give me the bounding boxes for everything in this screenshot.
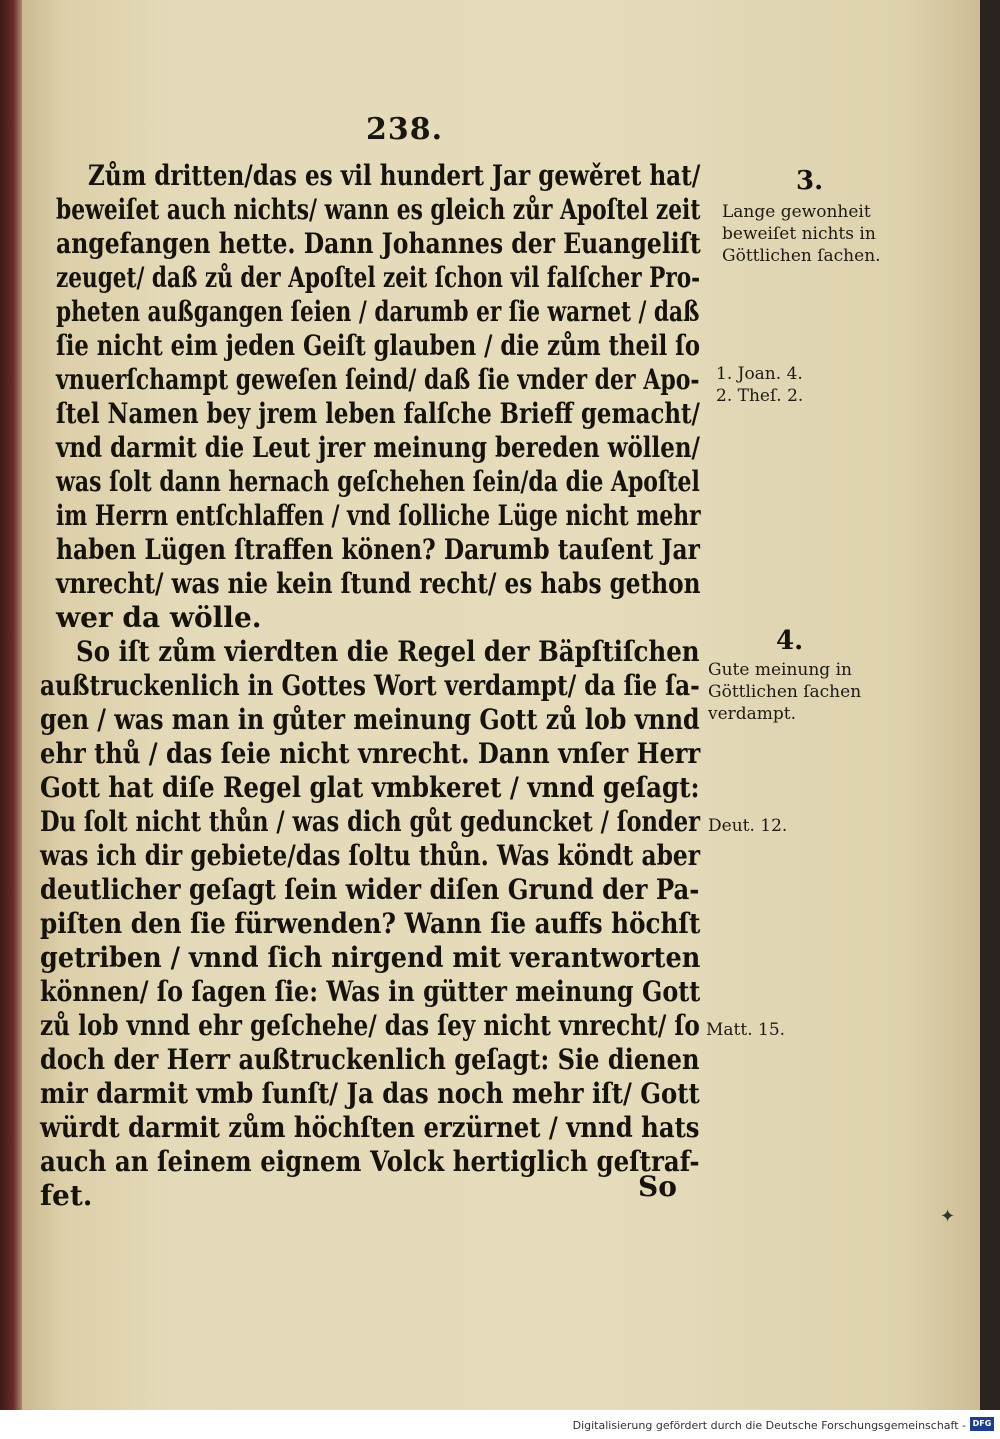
body-line: gen / was man in gůter meinung Gott zů lob vnnd — [40, 703, 700, 736]
body-line: Gott hat diſe Regel glat vmbkeret / vnnd geſagt: — [40, 771, 700, 804]
margin-note-line: Lange gewonheit — [722, 202, 871, 222]
body-line: So iſt zům vierdten die Regel der Bäpſtiſchen — [76, 635, 700, 668]
margin-note-ref: 1. Joan. 4. — [716, 364, 803, 384]
body-line: fet. — [40, 1179, 93, 1212]
margin-note-ref: 2. Theſ. 2. — [716, 386, 804, 406]
margin-note-line: Göttlichen ſachen — [708, 682, 862, 702]
margin-note-number: 3. — [796, 166, 824, 196]
body-line: können/ ſo ſagen ſie: Was in gütter meinung Gott — [40, 975, 701, 1008]
margin-note-line: verdampt. — [708, 704, 797, 724]
body-line: getriben / vnnd ſich nirgend mit verantworten — [40, 941, 701, 974]
body-line: Zům dritten/das es vil hundert Jar gewěret hat/ — [88, 159, 701, 192]
body-line: zů lob vnnd ehr geſchehe/ das ſey nicht vnrecht/ ſo — [40, 1009, 700, 1042]
body-line: deutlicher geſagt ſein wider diſen Grund der Pa- — [40, 873, 700, 906]
body-line: zeuget/ daß zů der Apoſtel zeit ſchon vil falſcher Pro- — [56, 261, 701, 294]
margin-note-line: Göttlichen ſachen. — [722, 246, 881, 266]
body-line: ſtel Namen bey jrem leben falſche Brieff gemacht/ — [56, 397, 700, 430]
body-line: ehr thů / das ſeie nicht vnrecht. Dann vnſer Herr — [40, 737, 701, 770]
body-line: angefangen hette. Dann Johannes der Euangeliſt — [56, 227, 701, 260]
body-line: was ich dir gebiete/das ſoltu thůn. Was köndt aber — [40, 839, 701, 872]
body-line: im Herrn entſchlaffen / vnd ſolliche Lüge nicht mehr — [56, 499, 701, 532]
margin-note-line: beweiſet nichts in — [722, 224, 876, 244]
body-line: piſten den ſie fürwenden? Wann ſie auffs höchſt — [40, 907, 701, 940]
body-line: ſie nicht eim jeden Geiſt glauben / die zům theil ſo — [56, 329, 701, 362]
body-line: auch an ſeinem eignem Volck hertiglich geſtraf- — [40, 1145, 700, 1178]
margin-note-line: Gute meinung in — [708, 660, 852, 680]
body-line: würdt darmit zům höchſten erzürnet / vnnd hats — [40, 1111, 700, 1144]
funding-notice: Digitalisierung gefördert durch die Deutsche Forschungsgemeinschaft - — [572, 1419, 966, 1432]
body-line: doch der Herr außtruckenlich geſagt: Sie dienen — [40, 1043, 700, 1076]
catchword: So — [638, 1170, 677, 1203]
body-line: wer da wölle. — [56, 601, 262, 634]
margin-note-number: 4. — [776, 626, 804, 656]
body-line: beweiſet auch nichts/ wann es gleich zůr Apoſtel zeit — [56, 193, 701, 226]
body-line: vnuerſchampt geweſen ſeind/ daß ſie vnder der Apo- — [56, 363, 700, 396]
page-number: 238. — [366, 112, 444, 147]
body-line: was ſolt dann hernach geſchehen ſein/da die Apoſtel — [56, 465, 700, 498]
margin-note-ref: Deut. 12. — [708, 816, 788, 836]
body-line: Du ſolt nicht thůn / was dich gůt geduncket / ſonder — [40, 805, 700, 838]
dfg-logo: DFG — [970, 1417, 994, 1431]
margin-note-ref: Matt. 15. — [706, 1020, 786, 1040]
body-line: mir darmit vmb ſunſt/ Ja das noch mehr iſt/ Gott — [40, 1077, 700, 1110]
body-line: haben Lügen ſtraffen könen? Darumb tauſent Jar — [56, 533, 700, 566]
book-edge — [0, 0, 22, 1410]
footer — [0, 1410, 1000, 1439]
body-line: pheten außgangen ſeien / darumb er ſie warnet / daß — [56, 295, 700, 328]
body-line: vnrecht/ was nie kein ſtund recht/ es habs gethon — [56, 567, 701, 600]
body-line: außtruckenlich in Gottes Wort verdampt/ da ſie ſa- — [40, 669, 700, 702]
ink-mark: ✦ — [940, 1206, 956, 1227]
body-line: vnd darmit die Leut jrer meinung bereden wöllen/ — [56, 431, 700, 464]
